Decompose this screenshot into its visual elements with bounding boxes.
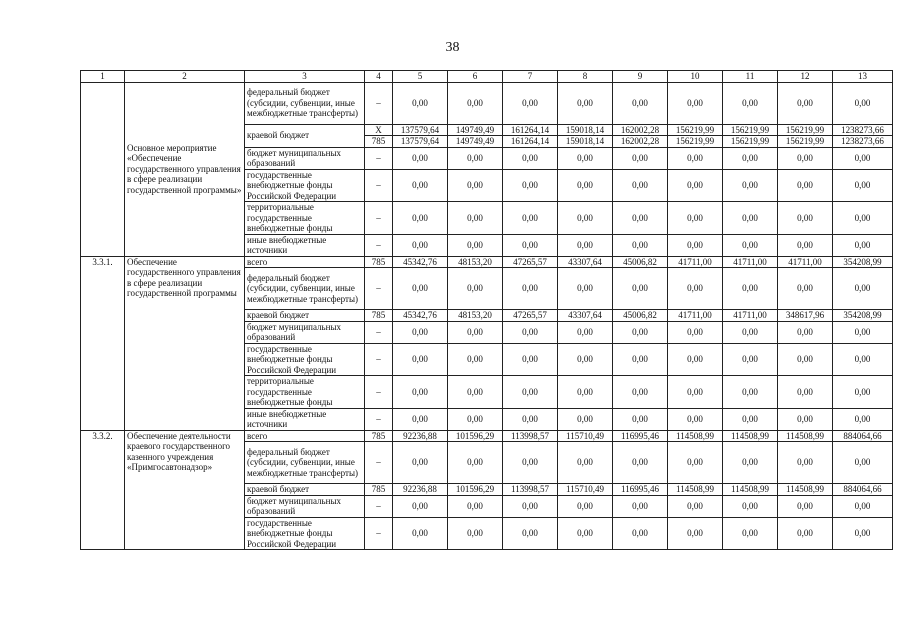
amount-cell: 0,00 [668, 442, 723, 484]
amount-cell: 0,00 [833, 169, 893, 202]
amount-cell: 43307,64 [558, 310, 613, 322]
amount-cell: 137579,64 [393, 124, 448, 136]
amount-cell: 114508,99 [778, 484, 833, 496]
amount-cell: 0,00 [393, 495, 448, 517]
amount-cell: 0,00 [448, 408, 503, 430]
amount-cell: 0,00 [503, 82, 558, 124]
table-row [81, 430, 893, 442]
amount-cell: 162002,28 [613, 124, 668, 136]
amount-cell: 0,00 [558, 321, 613, 343]
column-header: 1 [81, 71, 125, 83]
grbs-code: – [365, 169, 393, 202]
amount-cell: 0,00 [778, 268, 833, 310]
amount-cell: 0,00 [393, 147, 448, 169]
amount-cell: 156219,99 [723, 136, 778, 148]
amount-cell: 116995,46 [613, 430, 668, 442]
amount-cell: 0,00 [723, 234, 778, 256]
funding-source: краевой бюджет [245, 484, 365, 496]
item-number: 3.3.2. [81, 430, 125, 550]
amount-cell: 149749,49 [448, 124, 503, 136]
amount-cell: 0,00 [613, 82, 668, 124]
amount-cell: 0,00 [723, 321, 778, 343]
funding-source: всего [245, 256, 365, 268]
amount-cell: 0,00 [668, 343, 723, 376]
amount-cell: 0,00 [613, 321, 668, 343]
amount-cell: 0,00 [778, 495, 833, 517]
amount-cell: 0,00 [448, 442, 503, 484]
amount-cell: 0,00 [448, 268, 503, 310]
amount-cell: 0,00 [448, 343, 503, 376]
amount-cell: 0,00 [613, 442, 668, 484]
amount-cell: 113998,57 [503, 430, 558, 442]
amount-cell: 0,00 [723, 169, 778, 202]
amount-cell: 0,00 [778, 82, 833, 124]
amount-cell: 43307,64 [558, 256, 613, 268]
amount-cell: 0,00 [613, 343, 668, 376]
amount-cell: 0,00 [613, 147, 668, 169]
amount-cell: 1238273,66 [833, 124, 893, 136]
amount-cell: 0,00 [503, 343, 558, 376]
amount-cell: 0,00 [723, 442, 778, 484]
amount-cell: 354208,99 [833, 256, 893, 268]
grbs-code: – [365, 268, 393, 310]
amount-cell: 1238273,66 [833, 136, 893, 148]
amount-cell: 0,00 [833, 147, 893, 169]
amount-cell: 0,00 [668, 82, 723, 124]
amount-cell: 0,00 [833, 376, 893, 409]
page-number: 38 [445, 40, 460, 55]
amount-cell: 45006,82 [613, 310, 668, 322]
amount-cell: 0,00 [613, 202, 668, 235]
amount-cell: 114508,99 [778, 430, 833, 442]
amount-cell: 0,00 [833, 234, 893, 256]
amount-cell: 114508,99 [668, 484, 723, 496]
amount-cell: 156219,99 [778, 124, 833, 136]
amount-cell: 0,00 [833, 442, 893, 484]
amount-cell: 0,00 [833, 343, 893, 376]
amount-cell: 354208,99 [833, 310, 893, 322]
amount-cell: 0,00 [503, 495, 558, 517]
amount-cell: 0,00 [558, 82, 613, 124]
amount-cell: 137579,64 [393, 136, 448, 148]
amount-cell: 41711,00 [723, 310, 778, 322]
amount-cell: 0,00 [833, 517, 893, 550]
amount-cell: 156219,99 [668, 124, 723, 136]
amount-cell: 0,00 [668, 321, 723, 343]
amount-cell: 0,00 [393, 442, 448, 484]
amount-cell: 114508,99 [723, 484, 778, 496]
amount-cell: 0,00 [448, 202, 503, 235]
amount-cell: 161264,14 [503, 124, 558, 136]
amount-cell: 0,00 [448, 321, 503, 343]
column-header: 2 [125, 71, 245, 83]
item-number [81, 82, 125, 256]
amount-cell: 113998,57 [503, 484, 558, 496]
table-row [81, 256, 893, 268]
amount-cell: 0,00 [558, 169, 613, 202]
grbs-code: 785 [365, 484, 393, 496]
funding-source: всего [245, 430, 365, 442]
amount-cell: 0,00 [778, 147, 833, 169]
amount-cell: 0,00 [558, 147, 613, 169]
amount-cell: 0,00 [558, 343, 613, 376]
amount-cell: 92236,88 [393, 430, 448, 442]
amount-cell: 0,00 [613, 517, 668, 550]
amount-cell: 161264,14 [503, 136, 558, 148]
amount-cell: 0,00 [613, 376, 668, 409]
funding-source: территориальные государственные внебюджетные фонды [245, 202, 365, 235]
table-row [81, 82, 893, 124]
amount-cell: 115710,49 [558, 430, 613, 442]
amount-cell: 0,00 [668, 408, 723, 430]
budget-table [80, 70, 893, 550]
amount-cell: 41711,00 [723, 256, 778, 268]
amount-cell: 0,00 [833, 495, 893, 517]
amount-cell: 0,00 [503, 517, 558, 550]
amount-cell: 0,00 [668, 169, 723, 202]
grbs-code: – [365, 343, 393, 376]
funding-source: краевой бюджет [245, 124, 365, 147]
amount-cell: 0,00 [393, 343, 448, 376]
grbs-code: – [365, 376, 393, 409]
amount-cell: 0,00 [723, 517, 778, 550]
grbs-code: – [365, 408, 393, 430]
amount-cell: 0,00 [668, 202, 723, 235]
amount-cell: 0,00 [778, 169, 833, 202]
amount-cell: 156219,99 [668, 136, 723, 148]
amount-cell: 0,00 [668, 495, 723, 517]
amount-cell: 47265,57 [503, 310, 558, 322]
grbs-code: – [365, 442, 393, 484]
column-header: 7 [503, 71, 558, 83]
amount-cell: 114508,99 [668, 430, 723, 442]
grbs-code: – [365, 495, 393, 517]
amount-cell: 0,00 [558, 442, 613, 484]
amount-cell: 0,00 [668, 234, 723, 256]
item-name: Обеспечение деятельности краевого государственного казенного учреждения «Примгосавтонадзор» [125, 430, 245, 550]
grbs-code: X [365, 124, 393, 136]
header-row [81, 71, 893, 83]
grbs-code: 785 [365, 136, 393, 148]
amount-cell: 101596,29 [448, 484, 503, 496]
amount-cell: 0,00 [448, 147, 503, 169]
funding-source: государственные внебюджетные фонды Российской Федерации [245, 343, 365, 376]
amount-cell: 0,00 [613, 234, 668, 256]
grbs-code: – [365, 321, 393, 343]
amount-cell: 156219,99 [778, 136, 833, 148]
amount-cell: 0,00 [558, 495, 613, 517]
funding-source: краевой бюджет [245, 310, 365, 322]
column-header: 9 [613, 71, 668, 83]
item-number: 3.3.1. [81, 256, 125, 430]
amount-cell: 0,00 [503, 202, 558, 235]
grbs-code: 785 [365, 256, 393, 268]
amount-cell: 0,00 [668, 268, 723, 310]
amount-cell: 0,00 [503, 147, 558, 169]
amount-cell: 0,00 [503, 321, 558, 343]
funding-source: территориальные государственные внебюджетные фонды [245, 376, 365, 409]
amount-cell: 0,00 [393, 376, 448, 409]
amount-cell: 0,00 [503, 268, 558, 310]
funding-source: федеральный бюджет (субсидии, субвенции, иные межбюджетные трансферты) [245, 82, 365, 124]
funding-source: федеральный бюджет (субсидии, субвенции, иные межбюджетные трансферты) [245, 268, 365, 310]
amount-cell: 0,00 [558, 408, 613, 430]
amount-cell: 0,00 [558, 376, 613, 409]
amount-cell: 0,00 [833, 82, 893, 124]
amount-cell: 0,00 [778, 321, 833, 343]
amount-cell: 0,00 [503, 442, 558, 484]
amount-cell: 0,00 [778, 343, 833, 376]
amount-cell: 884064,66 [833, 430, 893, 442]
amount-cell: 0,00 [448, 495, 503, 517]
amount-cell: 0,00 [833, 408, 893, 430]
item-name: Основное мероприятие «Обеспечение государственного управления в сфере реализации государственной программы» [125, 82, 245, 256]
item-name: Обеспечение государственного управления в сфере реализации государственной программы [125, 256, 245, 430]
column-header: 5 [393, 71, 448, 83]
funding-source: государственные внебюджетные фонды Российской Федерации [245, 517, 365, 550]
column-header: 10 [668, 71, 723, 83]
grbs-code: – [365, 234, 393, 256]
amount-cell: 41711,00 [668, 310, 723, 322]
grbs-code: – [365, 147, 393, 169]
amount-cell: 0,00 [833, 268, 893, 310]
amount-cell: 0,00 [723, 376, 778, 409]
amount-cell: 0,00 [503, 169, 558, 202]
amount-cell: 0,00 [393, 82, 448, 124]
amount-cell: 47265,57 [503, 256, 558, 268]
column-header: 13 [833, 71, 893, 83]
amount-cell: 41711,00 [778, 256, 833, 268]
amount-cell: 116995,46 [613, 484, 668, 496]
amount-cell: 0,00 [558, 517, 613, 550]
amount-cell: 0,00 [503, 376, 558, 409]
funding-source: иные внебюджетные источники [245, 234, 365, 256]
amount-cell: 0,00 [723, 82, 778, 124]
amount-cell: 0,00 [558, 234, 613, 256]
amount-cell: 0,00 [723, 495, 778, 517]
amount-cell: 0,00 [503, 408, 558, 430]
amount-cell: 0,00 [833, 202, 893, 235]
amount-cell: 41711,00 [668, 256, 723, 268]
amount-cell: 0,00 [393, 517, 448, 550]
amount-cell: 0,00 [778, 234, 833, 256]
column-header: 6 [448, 71, 503, 83]
amount-cell: 0,00 [448, 517, 503, 550]
column-header: 8 [558, 71, 613, 83]
amount-cell: 48153,20 [448, 256, 503, 268]
funding-source: бюджет муниципальных образований [245, 147, 365, 169]
amount-cell: 0,00 [393, 408, 448, 430]
amount-cell: 0,00 [503, 234, 558, 256]
amount-cell: 0,00 [393, 268, 448, 310]
amount-cell: 0,00 [723, 408, 778, 430]
grbs-code: – [365, 517, 393, 550]
amount-cell: 0,00 [723, 147, 778, 169]
amount-cell: 0,00 [778, 376, 833, 409]
amount-cell: 0,00 [778, 202, 833, 235]
amount-cell: 0,00 [723, 202, 778, 235]
funding-source: иные внебюджетные источники [245, 408, 365, 430]
amount-cell: 0,00 [558, 202, 613, 235]
amount-cell: 0,00 [613, 495, 668, 517]
amount-cell: 0,00 [393, 321, 448, 343]
amount-cell: 0,00 [393, 234, 448, 256]
funding-source: бюджет муниципальных образований [245, 495, 365, 517]
amount-cell: 45342,76 [393, 256, 448, 268]
grbs-code: – [365, 202, 393, 235]
amount-cell: 884064,66 [833, 484, 893, 496]
amount-cell: 162002,28 [613, 136, 668, 148]
amount-cell: 0,00 [723, 268, 778, 310]
amount-cell: 159018,14 [558, 136, 613, 148]
amount-cell: 0,00 [668, 147, 723, 169]
amount-cell: 149749,49 [448, 136, 503, 148]
amount-cell: 0,00 [448, 376, 503, 409]
funding-source: бюджет муниципальных образований [245, 321, 365, 343]
amount-cell: 0,00 [393, 202, 448, 235]
column-header: 12 [778, 71, 833, 83]
amount-cell: 159018,14 [558, 124, 613, 136]
amount-cell: 0,00 [558, 268, 613, 310]
column-header: 11 [723, 71, 778, 83]
amount-cell: 92236,88 [393, 484, 448, 496]
grbs-code: – [365, 82, 393, 124]
grbs-code: 785 [365, 430, 393, 442]
amount-cell: 0,00 [448, 82, 503, 124]
amount-cell: 0,00 [833, 321, 893, 343]
grbs-code: 785 [365, 310, 393, 322]
amount-cell: 0,00 [613, 169, 668, 202]
amount-cell: 0,00 [448, 169, 503, 202]
amount-cell: 0,00 [613, 408, 668, 430]
column-header: 4 [365, 71, 393, 83]
amount-cell: 45342,76 [393, 310, 448, 322]
amount-cell: 48153,20 [448, 310, 503, 322]
amount-cell: 0,00 [613, 268, 668, 310]
funding-source: федеральный бюджет (субсидии, субвенции, иные межбюджетные трансферты) [245, 442, 365, 484]
amount-cell: 101596,29 [448, 430, 503, 442]
funding-source: государственные внебюджетные фонды Российской Федерации [245, 169, 365, 202]
amount-cell: 0,00 [723, 343, 778, 376]
amount-cell: 0,00 [778, 408, 833, 430]
amount-cell: 0,00 [668, 517, 723, 550]
amount-cell: 0,00 [393, 169, 448, 202]
amount-cell: 0,00 [668, 376, 723, 409]
amount-cell: 0,00 [448, 234, 503, 256]
amount-cell: 115710,49 [558, 484, 613, 496]
amount-cell: 348617,96 [778, 310, 833, 322]
amount-cell: 0,00 [778, 442, 833, 484]
amount-cell: 156219,99 [723, 124, 778, 136]
column-header: 3 [245, 71, 365, 83]
amount-cell: 0,00 [778, 517, 833, 550]
amount-cell: 45006,82 [613, 256, 668, 268]
amount-cell: 114508,99 [723, 430, 778, 442]
